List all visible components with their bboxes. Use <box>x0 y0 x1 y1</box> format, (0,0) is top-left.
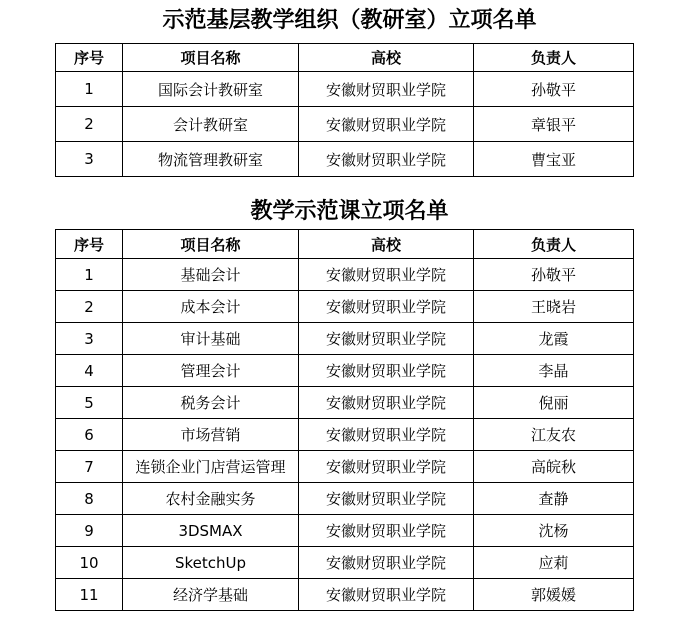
cell-school: 安徽财贸职业学院 <box>299 483 474 515</box>
cell-index: 3 <box>56 323 123 355</box>
header-project-name: 项目名称 <box>123 230 299 259</box>
cell-index: 11 <box>56 579 123 611</box>
cell-school: 安徽财贸职业学院 <box>299 579 474 611</box>
cell-index: 1 <box>56 259 123 291</box>
cell-project-name: 物流管理教研室 <box>123 142 299 177</box>
table-row <box>56 515 634 547</box>
cell-index: 7 <box>56 451 123 483</box>
header-index: 序号 <box>56 230 123 259</box>
cell-project-name: 3DSMAX <box>123 515 299 547</box>
cell-project-name: 成本会计 <box>123 291 299 323</box>
header-school: 高校 <box>299 230 474 259</box>
header-person-in-charge: 负责人 <box>474 44 634 72</box>
cell-project-name: 审计基础 <box>123 323 299 355</box>
cell-index: 8 <box>56 483 123 515</box>
header-school: 高校 <box>299 44 474 72</box>
cell-person: 王晓岩 <box>474 291 634 323</box>
cell-school: 安徽财贸职业学院 <box>299 419 474 451</box>
cell-school: 安徽财贸职业学院 <box>299 387 474 419</box>
cell-project-name: 国际会计教研室 <box>123 72 299 107</box>
cell-school: 安徽财贸职业学院 <box>299 355 474 387</box>
cell-project-name: 基础会计 <box>123 259 299 291</box>
table-row <box>56 483 634 515</box>
header-project-name: 项目名称 <box>123 44 299 72</box>
cell-person: 倪丽 <box>474 387 634 419</box>
cell-index: 3 <box>56 142 123 177</box>
section2-title: 教学示范课立项名单 <box>250 198 449 224</box>
table-row <box>56 142 634 177</box>
demo-course-table <box>55 229 634 611</box>
cell-index: 2 <box>56 291 123 323</box>
cell-person: 曹宝亚 <box>474 142 634 177</box>
cell-person: 孙敬平 <box>474 259 634 291</box>
table-row <box>56 107 634 142</box>
cell-person: 李晶 <box>474 355 634 387</box>
cell-school: 安徽财贸职业学院 <box>299 259 474 291</box>
cell-school: 安徽财贸职业学院 <box>299 515 474 547</box>
cell-project-name: 连锁企业门店营运管理 <box>123 451 299 483</box>
section1-title: 示范基层教学组织（教研室）立项名单 <box>162 7 537 33</box>
cell-project-name: 会计教研室 <box>123 107 299 142</box>
cell-school: 安徽财贸职业学院 <box>299 451 474 483</box>
cell-index: 5 <box>56 387 123 419</box>
cell-person: 应莉 <box>474 547 634 579</box>
cell-school: 安徽财贸职业学院 <box>299 547 474 579</box>
table-row <box>56 547 634 579</box>
cell-person: 查静 <box>474 483 634 515</box>
cell-index: 10 <box>56 547 123 579</box>
cell-index: 2 <box>56 107 123 142</box>
teaching-org-table <box>55 43 634 177</box>
table-row <box>56 323 634 355</box>
cell-index: 1 <box>56 72 123 107</box>
table-row <box>56 419 634 451</box>
cell-person: 郭媛媛 <box>474 579 634 611</box>
table-header-row <box>56 230 634 259</box>
cell-person: 高皖秋 <box>474 451 634 483</box>
cell-project-name: 管理会计 <box>123 355 299 387</box>
cell-school: 安徽财贸职业学院 <box>299 72 474 107</box>
table-row <box>56 451 634 483</box>
table-row <box>56 291 634 323</box>
cell-index: 4 <box>56 355 123 387</box>
cell-project-name: 经济学基础 <box>123 579 299 611</box>
table-row <box>56 259 634 291</box>
cell-project-name: 税务会计 <box>123 387 299 419</box>
cell-school: 安徽财贸职业学院 <box>299 291 474 323</box>
cell-project-name: SketchUp <box>123 547 299 579</box>
cell-school: 安徽财贸职业学院 <box>299 323 474 355</box>
header-person-in-charge: 负责人 <box>474 230 634 259</box>
table-row <box>56 579 634 611</box>
cell-project-name: 农村金融实务 <box>123 483 299 515</box>
cell-person: 章银平 <box>474 107 634 142</box>
cell-index: 9 <box>56 515 123 547</box>
cell-project-name: 市场营销 <box>123 419 299 451</box>
cell-person: 龙霞 <box>474 323 634 355</box>
cell-person: 沈杨 <box>474 515 634 547</box>
cell-school: 安徽财贸职业学院 <box>299 142 474 177</box>
table-row <box>56 72 634 107</box>
cell-person: 江友农 <box>474 419 634 451</box>
cell-index: 6 <box>56 419 123 451</box>
cell-school: 安徽财贸职业学院 <box>299 107 474 142</box>
table-row <box>56 355 634 387</box>
table-header-row <box>56 44 634 72</box>
header-index: 序号 <box>56 44 123 72</box>
table-row <box>56 387 634 419</box>
cell-person: 孙敬平 <box>474 72 634 107</box>
